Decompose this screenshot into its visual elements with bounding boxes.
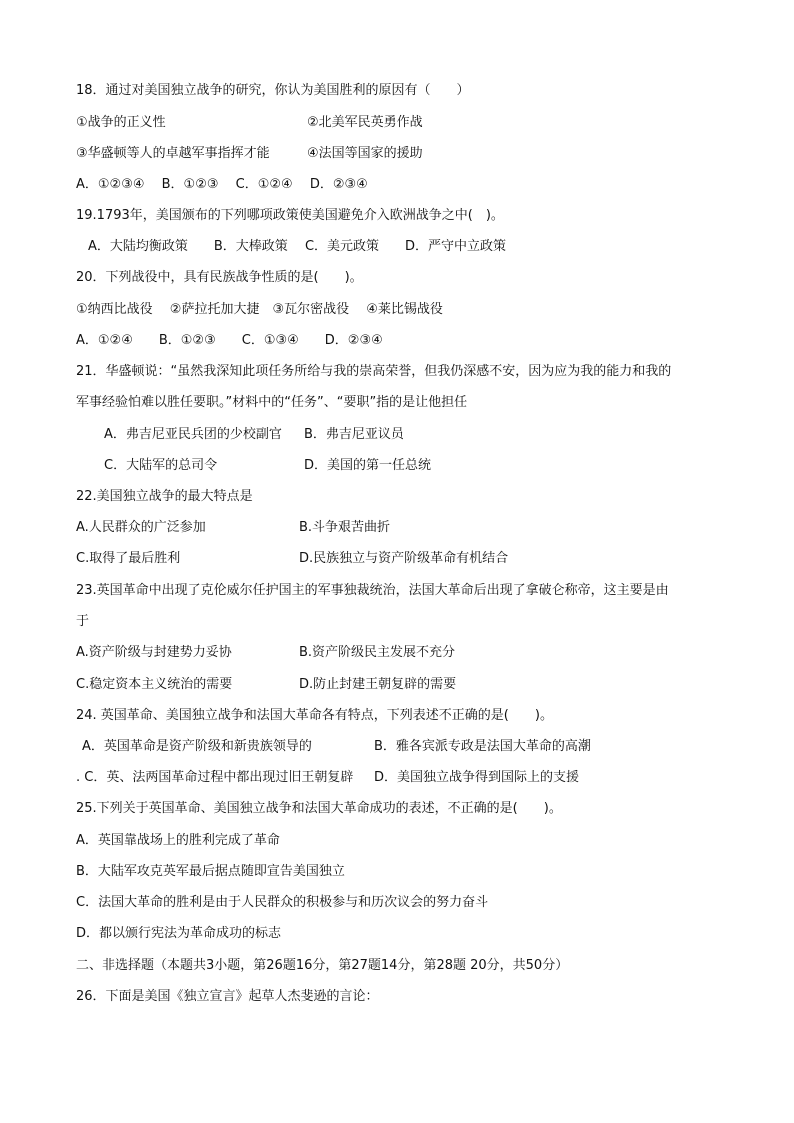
q26-stem: 26．下面是美国《独立宣言》起草人杰斐逊的言论： — [76, 989, 379, 1004]
q24-options-row2 — [76, 769, 716, 787]
q22-options-row2 — [76, 550, 716, 568]
q18-item-4: ④法国等国家的援助 — [307, 146, 423, 161]
q23-stem-line2: 于 — [76, 614, 90, 629]
q23-options-row2 — [76, 676, 716, 694]
q21-options-row1 — [104, 426, 664, 444]
q24-option-c: . C．英、法两国革命过程中都出现过旧王朝复辟 — [76, 770, 354, 785]
q23-options-row1 — [76, 644, 716, 662]
q21-option-d: D．美国的第一任总统 — [304, 458, 432, 473]
q22-option-a: A.人民群众的广泛参加 — [76, 520, 206, 535]
q18-item-1: ①战争的正义性 — [76, 115, 166, 130]
q24-options-row1 — [82, 738, 722, 756]
q23-option-c: C.稳定资本主义统治的需要 — [76, 677, 233, 692]
q21-option-b: B．弗吉尼亚议员 — [304, 427, 404, 442]
q20-choices: A．①②④ B．①②③ C．①③④ D．②③④ — [76, 333, 383, 348]
q21-option-c: C．大陆军的总司令 — [104, 458, 218, 473]
q25-option-a: A．英国靠战场上的胜利完成了革命 — [76, 833, 280, 848]
q19-stem: 19.1793年，美国颁布的下列哪项政策使美国避免介入欧洲战争之中( )。 — [76, 208, 504, 223]
q22-options-row1 — [76, 519, 716, 537]
q19-choices: A．大陆均衡政策 B．大棒政策 C．美元政策 D．严守中立政策 — [88, 239, 507, 254]
q23-option-b: B.资产阶级民主发展不充分 — [299, 645, 456, 660]
q25-stem: 25.下列关于英国革命、美国独立战争和法国大革命成功的表述，不正确的是( )。 — [76, 801, 562, 816]
q21-stem-line2: 军事经验怕难以胜任要职。”材料中的“任务”、“要职”指的是让他担任 — [76, 395, 468, 410]
q24-option-d: D．美国独立战争得到国际上的支援 — [374, 770, 580, 785]
q18-items-row1 — [76, 114, 716, 132]
q18-item-2: ②北美军民英勇作战 — [307, 115, 423, 130]
q18-stem: 18．通过对美国独立战争的研究，你认为美国胜利的原因有（ ） — [76, 83, 470, 98]
q25-option-d: D．都以颁行宪法为革命成功的标志 — [76, 926, 282, 941]
q22-option-d: D.民族独立与资产阶级革命有机结合 — [299, 551, 509, 566]
q24-option-b: B．雅各宾派专政是法国大革命的高潮 — [374, 739, 591, 754]
section-2-heading: 二、非选择题（本题共3小题，第26题16分，第27题14分，第28题 20分，共50分） — [76, 958, 569, 973]
q22-option-b: B.斗争艰苦曲折 — [299, 520, 391, 535]
q21-option-a: A．弗吉尼亚民兵团的少校副官 — [104, 427, 282, 442]
q18-item-3: ③华盛顿等人的卓越军事指挥才能 — [76, 146, 270, 161]
q18-items-row2 — [76, 145, 716, 163]
q21-stem-line1: 21．华盛顿说：“虽然我深知此项任务所给与我的崇高荣誉，但我仍深感不安，因为应为我的能力和我的 — [76, 364, 672, 379]
q18-choices: A．①②③④ B．①②③ C．①②④ D．②③④ — [76, 177, 368, 192]
q20-items: ①纳西比战役 ②萨拉托加大捷 ③瓦尔密战役 ④莱比锡战役 — [76, 302, 443, 317]
q22-option-c: C.取得了最后胜利 — [76, 551, 181, 566]
q23-option-a: A.资产阶级与封建势力妥协 — [76, 645, 232, 660]
q23-stem-line1: 23.英国革命中出现了克伦威尔任护国主的军事独裁统治，法国大革命后出现了拿破仑称帝，这主要是由 — [76, 583, 669, 598]
q24-stem: 24. 英国革命、美国独立战争和法国大革命各有特点，下列表述不正确的是( )。 — [76, 708, 553, 723]
q23-option-d: D.防止封建王朝复辟的需要 — [299, 677, 457, 692]
q20-stem: 20．下列战役中，具有民族战争性质的是( )。 — [76, 270, 363, 285]
q21-options-row2 — [104, 457, 664, 475]
q25-option-c: C．法国大革命的胜利是由于人民群众的积极参与和历次议会的努力奋斗 — [76, 895, 489, 910]
q24-option-a: A．英国革命是资产阶级和新贵族领导的 — [82, 739, 312, 754]
q22-stem: 22.美国独立战争的最大特点是 — [76, 489, 253, 504]
q25-option-b: B．大陆军攻克英军最后据点随即宣告美国独立 — [76, 864, 345, 879]
